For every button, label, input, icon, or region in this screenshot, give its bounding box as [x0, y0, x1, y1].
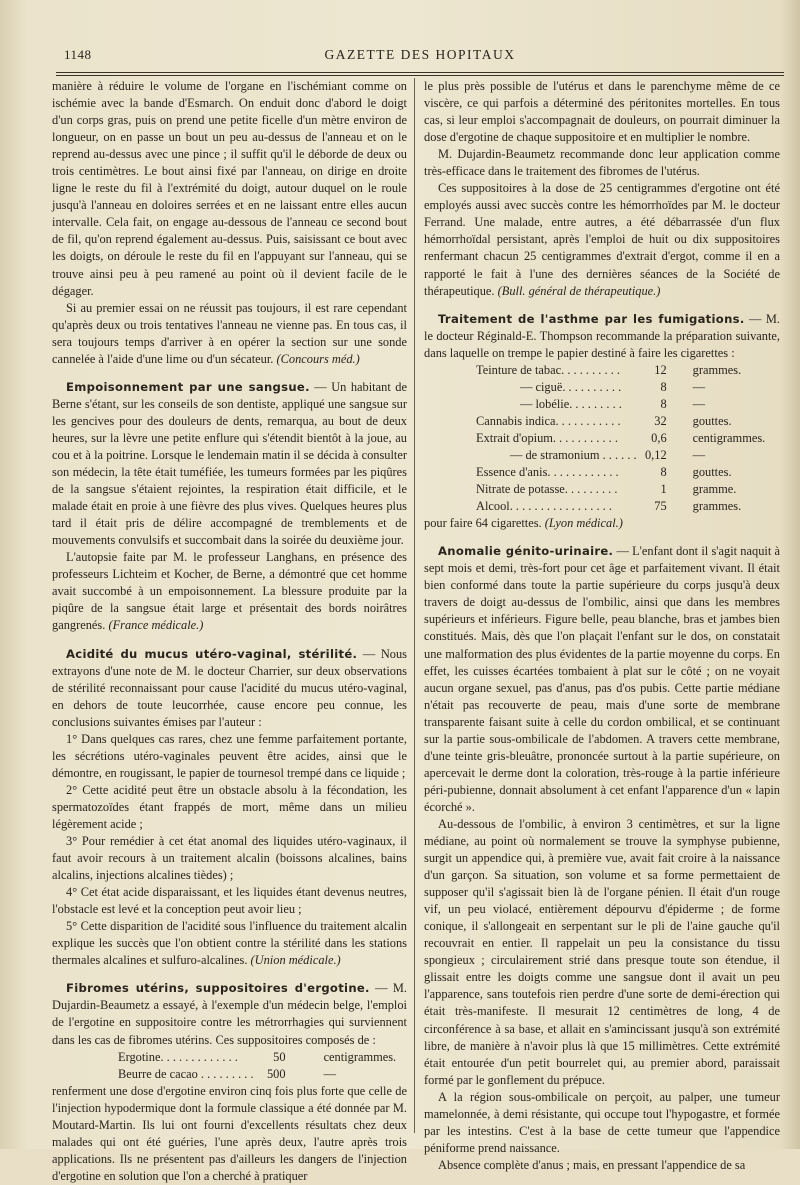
paragraph: Ces suppositoires à la dose de 25 centigrammes d'ergotine ont été employés aussi avec succès contre les hémorrhoïdes par M. le docteur Ferrand. Une malade, entre autres, a été débarrassée d'un flux hémorrhoïdal persistant, après l'emploi de huit ou dix suppositoires renfermant chacun 25 centigrammes d'extrait d'ergot, comme il en a rapporté le fait à l'une des dernières séances de la Société de thérapeutique. (Bull. général de thérapeutique.) — [424, 181, 780, 298]
ingredient-unit: centigrammes. — [692, 430, 766, 445]
source-citation: (Concours méd.) — [276, 351, 360, 366]
article-heading: Empoisonnement par une sangsue. — [66, 379, 310, 394]
table-row — [470, 396, 765, 413]
paragraph: L'autopsie faite par M. le professeur Langhans, en présence des professeurs Lichteim et Kocher, de Berne, a démontré que cet homme avait succombé à un empoisonnement. La blessure produite par la piqûre de la sangsue était large et présentait des bords noirâtres gangrenés. (France médicale.) — [52, 550, 407, 633]
table-row — [112, 1049, 396, 1066]
source-citation: (Bull. général de thérapeutique.) — [497, 283, 661, 298]
table-row — [112, 1066, 396, 1083]
ingredient-unit: gramme. — [692, 482, 737, 497]
article-heading: Fibromes utérins, suppositoires d'ergotine. — [66, 981, 370, 996]
ingredient-name: Teinture de tabac. . . . . . . . . . — [476, 362, 620, 377]
ingredient-unit: — — [692, 379, 706, 394]
ingredient-unit: — — [323, 1066, 336, 1081]
prescription-table — [470, 362, 765, 515]
list-item: 4° Cet état acide disparaissant, et les liquides étant devenus neutres, l'obstacle est levé et la conception peut avoir lieu ; — [52, 885, 407, 917]
ingredient-unit: — — [692, 447, 706, 462]
ingredient-name: Beurre de cacao . . . . . . . . . — [118, 1066, 254, 1081]
paragraph: Au-dessous de l'ombilic, à environ 3 centimètres, et sur la ligne médiane, au point où normalement se trouve la symphyse pubienne, surgit un appendice qui, à première vue, avait fait croire à la naissance d'un garçon. Sa situation, son volume et sa forme permettaient de supposer qu'il s'agissait bien là de l'organe pénien. Il était d'un rouge vif, un peu violacé, entièrement dépourvu d'épiderme ; de forme conique, il s'allongeait en serpentant sur le pli de l'aine gauche qu'il recouvrait en entier. Il rappelait un peu la consistance du tissu spongieux ; circulairement strié dans presque toute son étendue, il glissait entre les doigts comme une sangsue dont il avait un peu l'apparence, sans toutefois rien perdre d'une sorte de demi-érection qui était très-manifeste. Il mesurait 12 centimètres de long, 4 de circonférence à sa base, et allait en s'amincissant jusqu'à son extrémité libre, de manière à n'avoir plus là que 15 millimètres. Cette extrémité était entourée d'un petit bourrelet qui, au premier abord, paraissait formé par le gonflement du prépuce. — [424, 816, 780, 1087]
ingredient-quantity: 8 — [660, 396, 667, 411]
article-heading: Anomalie génito-urinaire. — [438, 544, 614, 559]
ingredient-quantity: 75 — [654, 499, 667, 514]
ingredient-name: Extrait d'opium. . . . . . . . . . . — [476, 430, 618, 445]
article-uterovaginal-acidity: Acidité du mucus utéro-vaginal, stérilité. — Nous extrayons d'une note de M. le docteur Charrier, sur deux observations de stérilité reconnaissant pour cause l'acidité du mucus utéro-vaginal, en dehors de toute leucorrhée, cause encore peu connue, les conclusions suivantes émises par l'auteur : — [52, 646, 407, 729]
table-row — [470, 447, 765, 464]
page-number: 1148 — [64, 47, 92, 62]
right-column — [424, 78, 780, 1172]
ingredient-unit: grammes. — [692, 362, 742, 377]
header-rule-top — [56, 72, 784, 73]
paragraph: Si au premier essai on ne réussit pas toujours, il est rare cependant qu'après deux ou trois tentatives l'anneau ne vienne pas. En tous cas, il sera toujours temps d'arriver à en opérer la section sur une sonde cannelée à l'aide d'une lime ou d'un sécateur. (Concours méd.) — [52, 300, 407, 366]
ingredient-quantity: 12 — [654, 362, 667, 377]
ingredient-unit: gouttes. — [692, 465, 732, 480]
ingredient-name: Essence d'anis. . . . . . . . . . . . — [476, 465, 619, 480]
list-item: 3° Pour remédier à cet état anomal des liquides utéro-vaginaux, il faut avoir recours à un traitement alcalin (boissons alcalines, bains alcalins, injections alcalines tièdes) ; — [52, 834, 407, 883]
paragraph: pour faire 64 cigarettes. (Lyon médical.) — [424, 516, 623, 531]
paragraph: le plus près possible de l'utérus et dans le parenchyme même de ce viscère, ce qui parfois a déterminé des péritonites mortelles. En tous cas, si leur emploi s'accompagnait de douleurs, on pourrait diminuer la dose d'ergotine de chaque suppositoire et en multiplier le nombre. — [424, 79, 780, 145]
left-column — [52, 78, 407, 1183]
article-leech-poisoning: Empoisonnement par une sangsue. — Un habitant de Berne s'étant, sur les conseils de son dentiste, appliqué une sangsue sur les gencives pour des douleurs de dents, remarqua, au bout de deux heures, sur la lèvre une petite enflure qui s'étendit bientôt à la joue, au cou et à la poitrine. Lorsque le lendemain matin il se décida à consulter son médecin, la tête était tuméfiée, les tumeurs formées par les piqûres de la sangsue s'étaient rejointes, la respiration était difficile, et le malade était en proie à une fièvre des plus vives. Quelques heures plus tard il était pris de délire accompagné de tremblements et de mouvements convulsifs et succombait dans la soirée du deuxième jour. — [52, 379, 407, 548]
header-rule-bottom — [56, 75, 784, 76]
table-row — [470, 481, 765, 498]
list-item: 2° Cette acidité peut être un obstacle absolu à la fécondation, les spermatozoïdes étant frappés de mort, même dans un milieu légèrement acide ; — [52, 782, 407, 831]
ingredient-name: — de stramonium . . . . . . — [510, 447, 637, 462]
column-divider — [414, 78, 415, 1133]
ingredient-name: Cannabis indica. . . . . . . . . . . — [476, 413, 621, 428]
article-heading: Acidité du mucus utéro-vaginal, stérilité. — [66, 646, 358, 661]
table-row — [470, 464, 765, 481]
ingredient-name: — ciguë. . . . . . . . . . — [520, 379, 622, 394]
ingredient-unit: centigrammes. — [323, 1049, 397, 1064]
page-header — [56, 44, 784, 68]
ingredient-quantity: 32 — [654, 413, 667, 428]
paragraph: A la région sous-ombilicale on perçoit, au palper, une tumeur mamelonnée, à demi résistante, qui occupe tout l'hypogastre, et formée par les intestins. C'est à la base de cette tumeur que l'appendice péniforme prend naissance. — [424, 1089, 780, 1155]
ingredient-quantity: 1 — [660, 482, 667, 497]
paragraph: M. Dujardin-Beaumetz recommande donc leur application comme très-efficace dans le traitement des fibromes de l'utérus. — [424, 147, 780, 179]
list-item: 5° Cette disparition de l'acidité sous l'influence du traitement alcalin explique les succès que l'on obtient contre la stérilité dans les stations thermales alcalines et sulfuro-alcalines. (Union médicale.) — [52, 919, 407, 968]
paragraph: Absence complète d'anus ; mais, en pressant l'appendice de sa — [438, 1157, 746, 1172]
table-row — [470, 362, 765, 379]
article-genito-urinary-anomaly: Anomalie génito-urinaire. — L'enfant dont il s'agit naquit à sept mois et demi, très-fort pour cet âge et parfaitement vivant. Il était bien conformé dans toute la partie supérieure du corps jusqu'à deux travers de doigt au-dessus de l'ombilic, ainsi que dans les membres supérieurs et inférieurs. Figure belle, peau blanche, bras et jambes bien constitués. Mais, dès que l'on plaçait l'enfant sur le dos, on constatait une malformation des plus évidentes de la partie moyenne du corps. En effet, les cuisses écartées tombaient à plat sur le côté ; on ne voyait aucun organe sexuel, pas d'anus, pas d'os pubis. Cette partie médiane n'était pas recouverte de peau, mais d'une sorte de membrane transparente faisant suite à celle du cordon ombilical, et se continuant sur la partie sous-ombilicale de l'abdomen. A travers cette membrane, d'une teinte gris-bleuâtre, prononcée surtout à la partie supérieure, on apercevait le derme dont la coloration, très-rouge à la partie inférieure péri-pubienne, donnait absolument à cet enfant l'apparence d'un « lapin écorché ». — [424, 544, 780, 814]
ingredient-quantity: 50 — [273, 1049, 286, 1064]
ingredient-name: Nitrate de potasse. . . . . . . . . — [476, 482, 618, 497]
ingredient-quantity: 8 — [660, 465, 667, 480]
article-uterine-fibroids: Fibromes utérins, suppositoires d'ergotine. — M. Dujardin-Beaumetz a essayé, à l'exemple d'un médecin belge, l'emploi de l'ergotine en suppositoire contre les métrorrhagies qui surviennent dans les cas de fibromes utérins. Ces suppositoires composés de : — [52, 981, 407, 1047]
ingredient-quantity: 0,12 — [644, 447, 667, 462]
table-row — [470, 413, 765, 430]
prescription-table — [112, 1049, 396, 1083]
article-asthma-fumigation: Traitement de l'asthme par les fumigations. — M. le docteur Réginald-E. Thompson recommande la préparation suivante, dans laquelle on trempe le papier destiné à faire les cigarettes : — [424, 311, 780, 360]
source-citation: (Union médicale.) — [250, 953, 341, 968]
table-row — [470, 498, 765, 515]
ingredient-name: — lobélie. . . . . . . . . — [520, 396, 622, 411]
ingredient-quantity: 500 — [266, 1066, 286, 1081]
ingredient-unit: gouttes. — [692, 413, 732, 428]
ingredient-name: Alcool. . . . . . . . . . . . . . . . . — [476, 499, 612, 514]
ingredient-name: Ergotine. . . . . . . . . . . . . — [118, 1049, 238, 1064]
source-citation: (France médicale.) — [108, 618, 204, 633]
table-row — [470, 379, 765, 396]
paragraph: manière à réduire le volume de l'organe en l'ischémiant comme on ischémie avec la bande d'Esmarch. On enduit donc d'abord le doigt d'un corps gras, puis on prend une petite ficelle d'un mètre environ de longueur, on en passe un bout un peu au-dessus de l'anneau et on le reprend au-dessus avec une pince ; il suffit qu'il le déborde de deux ou trois centimètres. Le bout ainsi fixé par l'anneau, on dirige en droite ligne le reste du fil à l'extrémité du doigt, autour duquel on le roule jusqu'à l'anneau en doloires serrées et en ne laissant entre elles aucun intervalle. Cela fait, on engage au-dessous de l'anneau ce second bout de fil, qu'on reprend également au-dessus. Puis, saisissant ce bout avec les doigts, on déroule le reste du fil en l'appuyant sur l'anneau, qui se trouve ainsi peu à peu ramené au point où il devient facile de le dégager. — [52, 79, 407, 298]
source-citation: (Lyon médical.) — [544, 516, 623, 531]
ingredient-unit: grammes. — [692, 499, 742, 514]
journal-title: GAZETTE DES HOPITAUX — [324, 47, 516, 62]
paragraph: renferment une dose d'ergotine environ cinq fois plus forte que celle de l'injection hypodermique dont la formule classique a été donnée par M. Moutard-Martin. Ils lui ont fourni d'excellents résultats chez deux malades qui ont été guéries, l'une après deux, l'autre après trois applications. Ils ne présentent pas d'ailleurs les dangers de l'injection d'ergotine en solution que l'on a cherché à pratiquer — [52, 1083, 407, 1183]
ingredient-quantity: 8 — [660, 379, 667, 394]
ingredient-unit: — — [692, 396, 706, 411]
ingredient-quantity: 0,6 — [651, 430, 667, 445]
table-row — [470, 430, 765, 447]
article-heading: Traitement de l'asthme par les fumigations. — [438, 311, 745, 326]
list-item: 1° Dans quelques cas rares, chez une femme parfaitement portante, les sécrétions utéro-vaginales peuvent être acides, ainsi que le démontre, en rougissant, le papier de tournesol trempé dans ce liquide ; — [52, 731, 407, 780]
